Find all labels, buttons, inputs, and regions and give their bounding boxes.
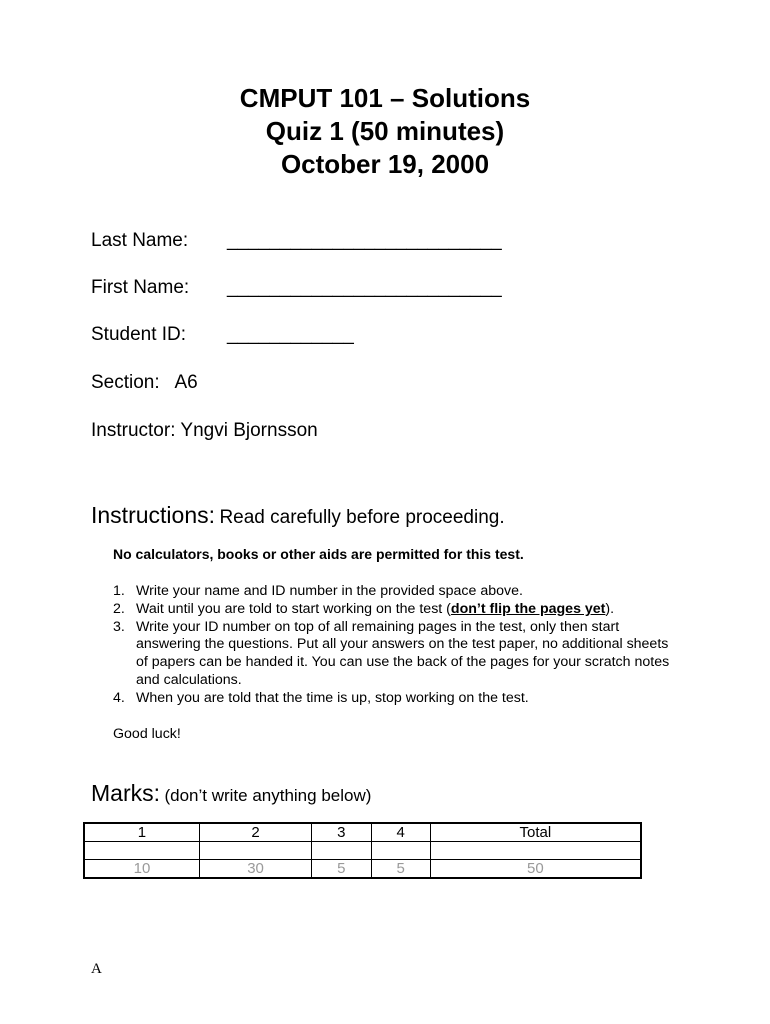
first-name-field[interactable] — [91, 277, 502, 299]
marks-max-cell: 5 — [371, 860, 430, 879]
step-text: Write your name and ID number in the provided space above. — [136, 583, 523, 599]
marks-max-cell: 5 — [312, 860, 371, 879]
marks-subtitle: (don’t write anything below) — [164, 786, 372, 805]
marks-max-cell: 30 — [199, 860, 311, 879]
student-id-label: Student ID: — [91, 324, 187, 345]
no-calculators-notice: No calculators, books or other aids are permitted for this test. — [113, 546, 524, 562]
instructions-subtitle: Read carefully before proceeding. — [219, 507, 505, 528]
last-name-blank[interactable]: __________________________ — [227, 230, 502, 251]
step-number: 4. — [113, 689, 125, 706]
step-text-end: ). — [605, 600, 615, 617]
instructions-title: Instructions: — [91, 502, 215, 528]
student-id-field[interactable] — [91, 324, 354, 346]
last-name-label: Last Name: — [91, 230, 189, 251]
marks-score-cell — [312, 842, 371, 860]
marks-title: Marks: — [91, 780, 160, 806]
marks-score-cell — [430, 842, 641, 860]
instruction-step — [113, 601, 683, 619]
marks-header-cell: 3 — [312, 823, 371, 842]
marks-score-cell — [84, 842, 199, 860]
title-block — [0, 82, 770, 181]
course-title: CMPUT 101 – Solutions — [239, 83, 531, 113]
marks-heading — [91, 780, 371, 807]
marks-header-cell: 1 — [84, 823, 199, 842]
marks-score-cell — [199, 842, 311, 860]
marks-header-cell: 2 — [199, 823, 311, 842]
instruction-step — [113, 619, 683, 690]
first-name-label: First Name: — [91, 277, 190, 298]
marks-header-row — [84, 823, 641, 842]
step-emphasis: don’t flip the pages yet — [450, 600, 606, 617]
step-number: 3. — [113, 618, 125, 635]
quiz-date: October 19, 2000 — [280, 149, 490, 179]
step-text: Write your ID number on top of all remaining pages in the test, only then start answering the questions. Put all your answers on the test paper, no additional sheets of papers can be handed it. You can use the back of the pages for your scratch notes and calculations. — [136, 618, 670, 688]
marks-max-cell: 50 — [430, 860, 641, 879]
instructions-heading — [91, 502, 505, 529]
step-number: 1. — [113, 583, 125, 599]
student-id-blank[interactable]: ____________ — [227, 324, 354, 345]
first-name-blank[interactable]: __________________________ — [227, 277, 502, 298]
instruction-step — [113, 583, 683, 601]
page-footer-mark: A — [91, 961, 102, 977]
last-name-field[interactable] — [91, 230, 502, 252]
marks-header-cell: 4 — [371, 823, 430, 842]
instructor-line: Instructor: Yngvi Bjornsson — [91, 420, 318, 441]
section-line: Section: A6 — [91, 372, 198, 393]
marks-max-row — [84, 860, 641, 879]
marks-header-cell: Total — [430, 823, 641, 842]
instruction-steps — [113, 583, 683, 708]
step-text: When you are told that the time is up, stop working on the test. — [136, 689, 529, 706]
quiz-title: Quiz 1 (50 minutes) — [265, 116, 505, 146]
marks-table — [83, 822, 642, 879]
marks-score-row — [84, 842, 641, 860]
step-text: Wait until you are told to start working on the test ( — [136, 600, 451, 617]
instruction-step — [113, 690, 683, 708]
step-number: 2. — [113, 600, 125, 617]
marks-score-cell — [371, 842, 430, 860]
marks-max-cell: 10 — [84, 860, 199, 879]
good-luck-text: Good luck! — [113, 726, 181, 742]
